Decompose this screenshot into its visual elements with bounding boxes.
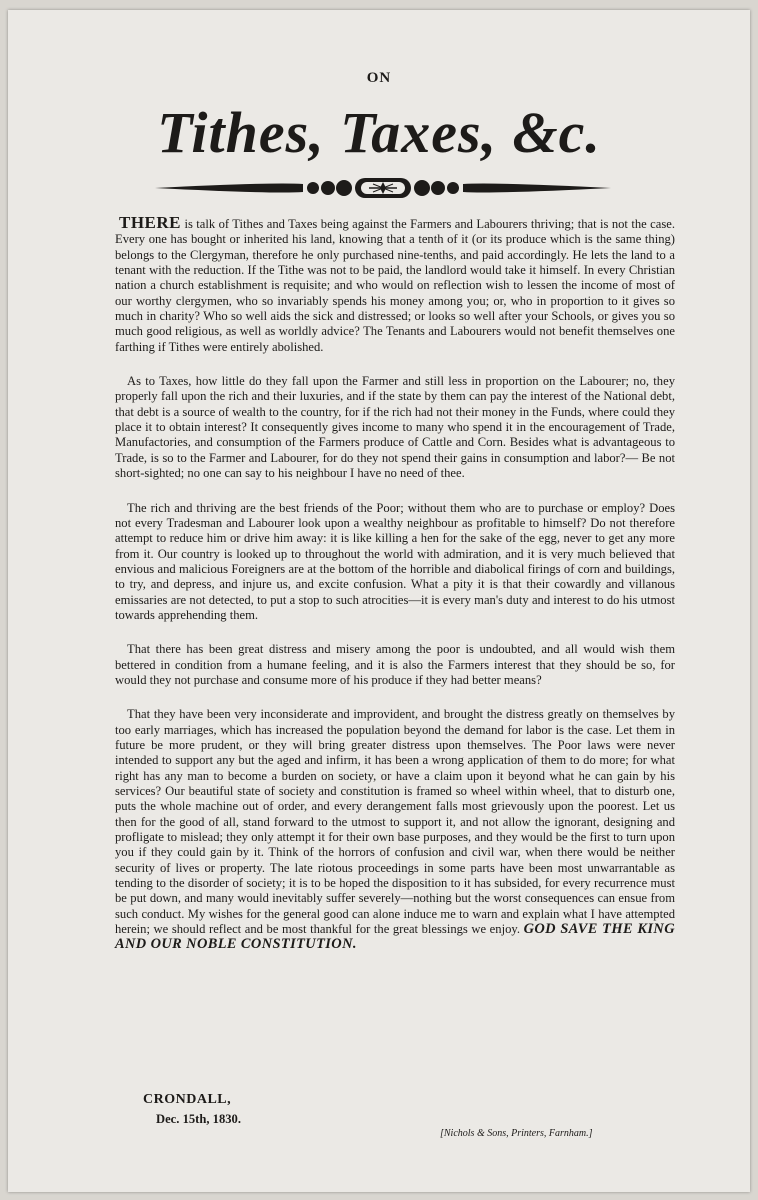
paragraph-taxes: As to Taxes, how little do they fall upon the Farmer and still less in proportion on the Labourer; no, they properly fall upon the rich and their luxuries, and if the state by them can pay the interest of the National debt, that debt is a source of wealth to the country, for if the rich had not their money in the Funds, where could they place it to obtain interest? It consequently gives income to many who spend it in the encouragement of Trade, Manufactories, and consumption of the Farmers produce of Cattle and Corn. Besides what is advantageous to Trade, is so to the Farmer and Labourer, for do they not spend their gains in consumption and labor?— Be not short-sighted; no one can say to his neighbour I have no need of thee. (115, 374, 675, 481)
signature-place: CRONDALL, (143, 1092, 232, 1107)
ornament-divider-icon (153, 170, 613, 206)
signature-date: Dec. 15th, 1830. (156, 1112, 241, 1126)
paragraph-distress: That there has been great distress and misery among the poor is undoubted, and all would wish them bettered in condition from a humane feeling, and it is also the Farmers interest that they should be so, for would they not purchase and consume more of his produce if they had better means? (115, 642, 675, 687)
drop-lead-word: THERE (119, 213, 182, 232)
title-kicker: ON (366, 70, 392, 86)
article-body (115, 215, 675, 972)
paragraph-rich-and-poor: The rich and thriving are the best friends of the Poor; without them who are to purchase or employ? Does not every Tradesman and Labourer look upon a wealthy neighbour as profitable to himself? Do not therefore attempt to reduce him or drive him away: it is like killing a hen for the sake of the egg, never to get any more from it. Our country is looked up to throughout the world with admiration, and it is very much believed that envious and malicious Foreigners are at the bottom of the horrible and diabolical firings of corn and buildings, to try, and depress, and injure us, and excite confusion. What a pity it is that their cowardly and villanous emissaries are not detected, to put a stop to such atrocities—it is every man's duty and interest to do his utmost towards apprehending them. (115, 500, 675, 622)
paragraph-tithes (115, 215, 675, 355)
paragraph-text: That they have been very inconsiderate and improvident, and brought the distress greatly on themselves by too early marriages, which has increased the population beyond the demand for labor is the case. Let them in future be more prudent, or they will bring greater distress upon themselves. The Poor laws were never intended to support any but the aged and infirm, it has been a wrong application of them to do more; for what right has any man to become a burden on society, or have a claim upon it beyond what he can gain by his services? Our beautiful state of society and constitution is framed so wheel within wheel, that to disturb one, puts the whole machine out of order, and every derangement falls most grievously upon the poorest. Let us then for the good of all, stand forward to the utmost to support it, and not allow the ignorant, designing and profligate to mislead; they only attempt it for their own base purposes, and they would be the first to turn upon you if they could gain by it. Think of the horrors of confusion and civil war, when there would be neither security of lives or property. The late riotous proceedings in some parts have been most unwarrantable as tending to the disorder of society; it is to be hoped the disposition to it has subsided, for every recurrence must be put down, and many would inevitably suffer severely—nothing but the worst consequences can ensue from such conduct. My wishes for the general good can alone induce me to warn and explain what I have attempted herein; we should reflect and be most thankful for the great blessings we enjoy. (115, 707, 675, 937)
paragraph-improvidence (115, 707, 675, 953)
printer-imprint: [Nichols & Sons, Printers, Farnham.] (440, 1128, 593, 1139)
closing-motto: GOD SAVE THE KING AND OUR NOBLE CONSTITUTION. (115, 921, 675, 953)
broadside-sheet (8, 10, 750, 1192)
page-title: Tithes, Taxes, &c. (157, 100, 601, 165)
paragraph-text: is talk of Tithes and Taxes being against the Farmers and Labourers thriving; that is not the case. Every one has bought or inherited his land, knowing that a tenth of it (or its produce which is the same thing) belongs to the Clergyman, therefore he only purchased nine-tenths, and paid accordingly. He lets the land to a tenant with the reduction. If the Tithe was not to be paid, the landlord would take it himself. In every Christian nation a church establishment is requisite; and who would on reflection wish to lessen the income of most of our worthy clergymen, who so invariably spends his money among you; or, who in proportion to it gives so much in charity? Who so well aids the sick and distressed; or looks so well after your Schools, or gives you so much good religious, as well as worldly advice? The Tenants and Labourers would not benefit themselves one farthing if Tithes were entirely abolished. (115, 217, 675, 354)
